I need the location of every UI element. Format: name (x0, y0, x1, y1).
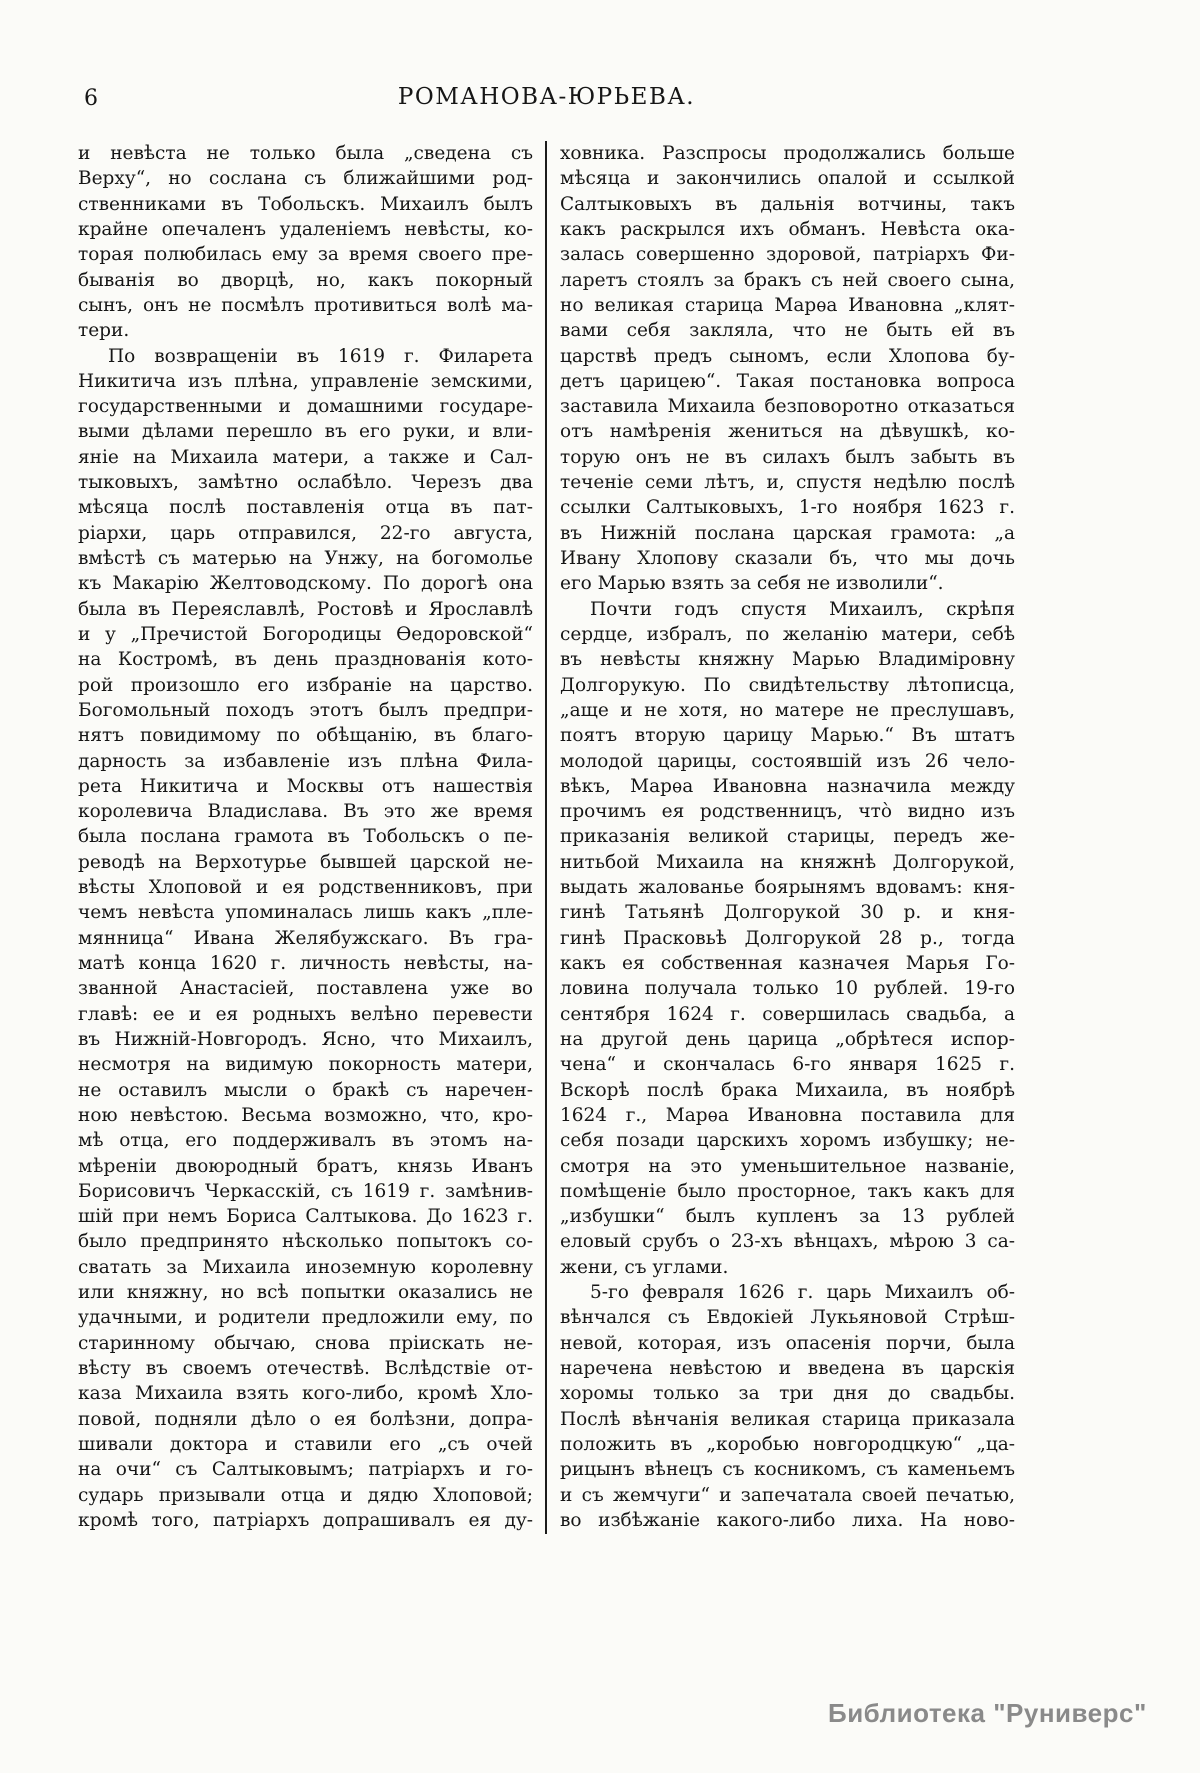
text-line: дарность за избавленіе изъ плѣна Фила- (78, 750, 533, 772)
text-line: ріархи, царь отправился, 22-го августа, (78, 522, 533, 544)
text-line: ссылки Салтыковыхъ, 1-го ноября 1623 г. (560, 497, 1015, 519)
text-line: не оставилъ мысли о бракѣ съ наречен- (78, 1079, 533, 1101)
text-line: мѣсяца и закончились опалой и ссылкой (560, 168, 1015, 190)
text-line: еловый срубъ о 23-хъ вѣнцахъ, мѣрою 3 са- (560, 1231, 1015, 1253)
text-line: жени, съ углами. (560, 1256, 729, 1278)
text-line: По возвращеніи въ 1619 г. Филарета (108, 345, 533, 367)
text-line: выми дѣлами перешло въ его руки, и вли- (78, 421, 533, 443)
text-line: гинѣ Прасковьѣ Долгорукой 28 р., тогда (560, 927, 1015, 949)
text-line: королевича Владислава. Въ это же время (78, 801, 533, 823)
text-line: рой произошло его избраніе на царство. (78, 674, 533, 696)
text-line: 1624 г., Марѳа Ивановна поставила для (560, 1104, 1015, 1126)
text-line: яніе на Михаила матери, а также и Сал- (78, 446, 533, 468)
text-line: теченіе семи лѣтъ, и, спустя недѣлю послѣ (560, 472, 1015, 494)
text-line: невой, которая, изъ опасенія порчи, была (560, 1332, 1015, 1354)
text-line: наречена невѣстою и введена въ царскія (560, 1358, 1015, 1379)
text-line: тыковыхъ, замѣтно ослабѣло. Черезъ два (78, 472, 533, 494)
text-line: старинному обычаю, снова пріискать не- (78, 1332, 533, 1354)
text-line: ловина получала только 10 рублей. 19-го (560, 978, 1015, 1000)
text-line: реводѣ на Верхотурье бывшей царской не- (78, 851, 533, 873)
text-line: шій при немъ Бориса Салтыкова. До 1623 г. (78, 1206, 533, 1228)
text-line: гинѣ Татьянѣ Долгорукой 30 р. и кня- (560, 902, 1015, 924)
text-line: во избѣжаніе какого-либо лиха. На ново- (560, 1509, 1015, 1531)
text-line: Верху“, но сослана съ ближайшими род- (78, 168, 533, 190)
text-line: вмѣстѣ съ матерью на Унжу, на богомолье (78, 548, 533, 569)
text-line: Салтыковыхъ въ дальнія вотчины, такъ (560, 193, 1015, 215)
text-line: чемъ невѣста упоминалась лишь какъ „пле- (78, 902, 533, 924)
text-line: въ Нижній послана царская грамота: „а (560, 522, 1015, 544)
text-line: мѣсяца послѣ поставленія отца въ пат- (78, 497, 533, 519)
text-line: на другой день царица „обрѣтеся испор- (560, 1028, 1015, 1050)
text-line: кромѣ того, патріархъ допрашивалъ ея ду- (78, 1509, 533, 1531)
text-line: хоромы только за три дня до свадьбы. (560, 1383, 1015, 1405)
text-line: ховника. Разспросы продолжались больше (560, 143, 1015, 164)
text-line: Борисовичъ Черкасскій, съ 1619 г. замѣнив- (78, 1180, 533, 1202)
column-divider (545, 141, 547, 1534)
text-line: мѣ отца, его поддерживалъ въ этомъ на- (78, 1130, 533, 1152)
text-line: сентября 1624 г. совершилась свадьба, а (560, 1003, 1015, 1025)
text-line: вѣнчался съ Евдокіей Лукьяновой Стрѣш- (560, 1307, 1015, 1329)
text-line: нитьбой Михаила на княжнѣ Долгорукой, (560, 851, 1015, 873)
text-line: государственными и домашними государе- (78, 396, 533, 418)
text-line: Вскорѣ послѣ брака Михаила, въ ноябрѣ (560, 1079, 1015, 1101)
text-line: сердце, избралъ, по желанію матери, себѣ (560, 623, 1015, 645)
text-line: несмотря на видимую покорность матери, (78, 1054, 533, 1076)
text-line: повой, подняли дѣло о ея болѣзни, допра- (78, 1408, 533, 1430)
text-line: ною невѣстою. Весьма возможно, что, кро- (78, 1104, 533, 1126)
text-line: сударь призывали отца и дядю Хлоповой; (78, 1484, 533, 1506)
column-left (78, 141, 533, 1533)
text-line: Никитича изъ плѣна, управленіе земскими, (78, 370, 533, 392)
text-line: смотря на это уменьшительное названіе, (560, 1155, 1015, 1177)
text-line: и съ жемчуги“ и запечатала своей печатью, (560, 1484, 1015, 1506)
text-line: ственниками въ Тобольскъ. Михаилъ былъ (78, 193, 533, 215)
text-line: Послѣ вѣнчанія великая старица приказала (560, 1408, 1015, 1430)
text-line: въ Нижній-Новгородъ. Ясно, что Михаилъ, (78, 1028, 533, 1050)
text-line: быванія во дворцѣ, но, какъ покорный (78, 269, 533, 291)
text-line: торую онъ не въ силахъ былъ забыть въ (560, 446, 1015, 468)
text-line: положить въ „коробью новгородцкую“ „ца- (560, 1433, 1015, 1455)
text-line: отъ намѣренія жениться на дѣвушкѣ, ко- (560, 421, 1015, 443)
text-line: на Костромѣ, въ день празднованія кото- (78, 649, 533, 671)
text-line: его Марью взять за себя не изволили“. (560, 573, 944, 595)
text-line: матѣ конца 1620 г. личность невѣсты, на- (78, 953, 533, 974)
text-line: въ невѣсты княжну Марью Владиміровну (560, 649, 1015, 671)
text-line: себя позади царскихъ хоромъ избушку; не- (560, 1130, 1015, 1152)
column-right (560, 141, 1015, 1533)
text-line: сынъ, онъ не посмѣлъ противиться волѣ ма- (78, 294, 533, 316)
text-line: вѣкъ, Марѳа Ивановна назначила между (560, 775, 1015, 797)
text-line: каза Михаила взять кого-либо, кромѣ Хло- (78, 1383, 533, 1405)
text-line: главѣ: ее и ея родныхъ велѣно перевести (78, 1003, 533, 1025)
text-line: вѣсты Хлоповой и ея родственниковъ, при (78, 877, 533, 899)
text-line: было предпринято нѣсколько попытокъ со- (78, 1231, 533, 1253)
text-line: шивали доктора и ставили его „съ очей (78, 1433, 533, 1455)
text-line: вами себя закляла, что не быть ей въ (560, 320, 1015, 342)
text-line: была въ Переяславлѣ, Ростовѣ и Ярославлѣ (78, 598, 533, 620)
text-line: нятъ повидимому по обѣщанію, въ благо- (78, 725, 533, 747)
text-line: крайне опечаленъ удаленіемъ невѣсты, ко- (78, 218, 533, 240)
text-line: и у „Пречистой Богородицы Ѳедоровской“ (78, 623, 533, 645)
text-line: званной Анастасіей, поставлена уже во (78, 978, 533, 1000)
text-line: рета Никитича и Москвы отъ нашествія (78, 775, 533, 797)
text-line: и невѣста не только была „сведена съ (78, 143, 533, 164)
text-line: какъ раскрылся ихъ обманъ. Невѣста ока- (560, 218, 1015, 240)
text-line: или княжну, но всѣ попытки оказались не (78, 1282, 533, 1304)
text-line: Долгорукую. По свидѣтельству лѣтописца, (560, 674, 1015, 696)
text-line: какъ ея собственная казначея Марья Го- (560, 953, 1015, 974)
text-line: приказанія великой старицы, передъ же- (560, 826, 1015, 848)
text-line: „избушки“ былъ купленъ за 13 рублей (560, 1206, 1015, 1228)
text-block (78, 141, 1015, 1534)
text-line: была послана грамота въ Тобольскъ о пе- (78, 826, 533, 848)
text-line: къ Макарію Желтоводскому. По дорогѣ она (78, 573, 533, 595)
text-line: „аще и не хотя, но матере не преслушавъ, (560, 699, 1015, 721)
text-line: царствѣ предъ сыномъ, если Хлопова бу- (560, 345, 1015, 367)
text-line: торая полюбилась ему за время своего пре- (78, 244, 533, 266)
text-line: вѣсту въ своемъ отечествѣ. Вслѣдствіе от- (78, 1358, 533, 1379)
text-line: сватать за Михаила иноземную королевну (78, 1256, 533, 1278)
text-line: помѣщеніе было просторное, такъ какъ для (560, 1180, 1015, 1202)
text-line: рицынъ вѣнецъ съ косникомъ, съ каменьемъ (560, 1459, 1015, 1481)
text-line: 5-го февраля 1626 г. царь Михаилъ об- (590, 1282, 1015, 1304)
page-number: 6 (84, 86, 98, 111)
text-line: поятъ вторую царицу Марью.“ Въ штатъ (560, 725, 1015, 747)
page-title: РОМАНОВА-ЮРЬЕВА. (397, 84, 696, 110)
text-line: Богомольный походъ этотъ былъ предпри- (78, 699, 533, 721)
text-line: залась совершенно здоровой, патріархъ Фи- (560, 244, 1015, 266)
text-line: на очи“ съ Салтыковымъ; патріархъ и го- (78, 1459, 533, 1481)
text-line: но великая старица Марѳа Ивановна „клят- (560, 294, 1015, 316)
text-line: ларетъ стоялъ за бракъ съ ней своего сына, (560, 269, 1015, 291)
text-line: детъ царицею“. Такая постановка вопроса (560, 370, 1015, 392)
text-line: молодой царицы, состоявшій изъ 26 чело- (560, 750, 1015, 772)
text-line: выдать жалованье боярынямъ вдовамъ: кня- (560, 877, 1015, 899)
text-line: прочимъ ея родственницъ, чтò видно изъ (560, 801, 1015, 823)
text-line: мѣреніи двоюродный братъ, князь Иванъ (78, 1155, 533, 1177)
text-line: заставила Михаила безповоротно отказаться (560, 396, 1015, 418)
text-line: тери. (78, 320, 130, 342)
text-line: Почти годъ спустя Михаилъ, скрѣпя (590, 598, 1015, 620)
watermark: Библиотека "Руниверс" (828, 1698, 1147, 1728)
text-line: чена“ и скончалась 6-го января 1625 г. (560, 1054, 1015, 1076)
text-line: Ивану Хлопову сказали бъ, что мы дочь (560, 548, 1015, 569)
text-line: удачными, и родители предложили ему, по (78, 1307, 533, 1329)
text-line: мянница“ Ивана Желябужскаго. Въ гра- (78, 927, 533, 949)
